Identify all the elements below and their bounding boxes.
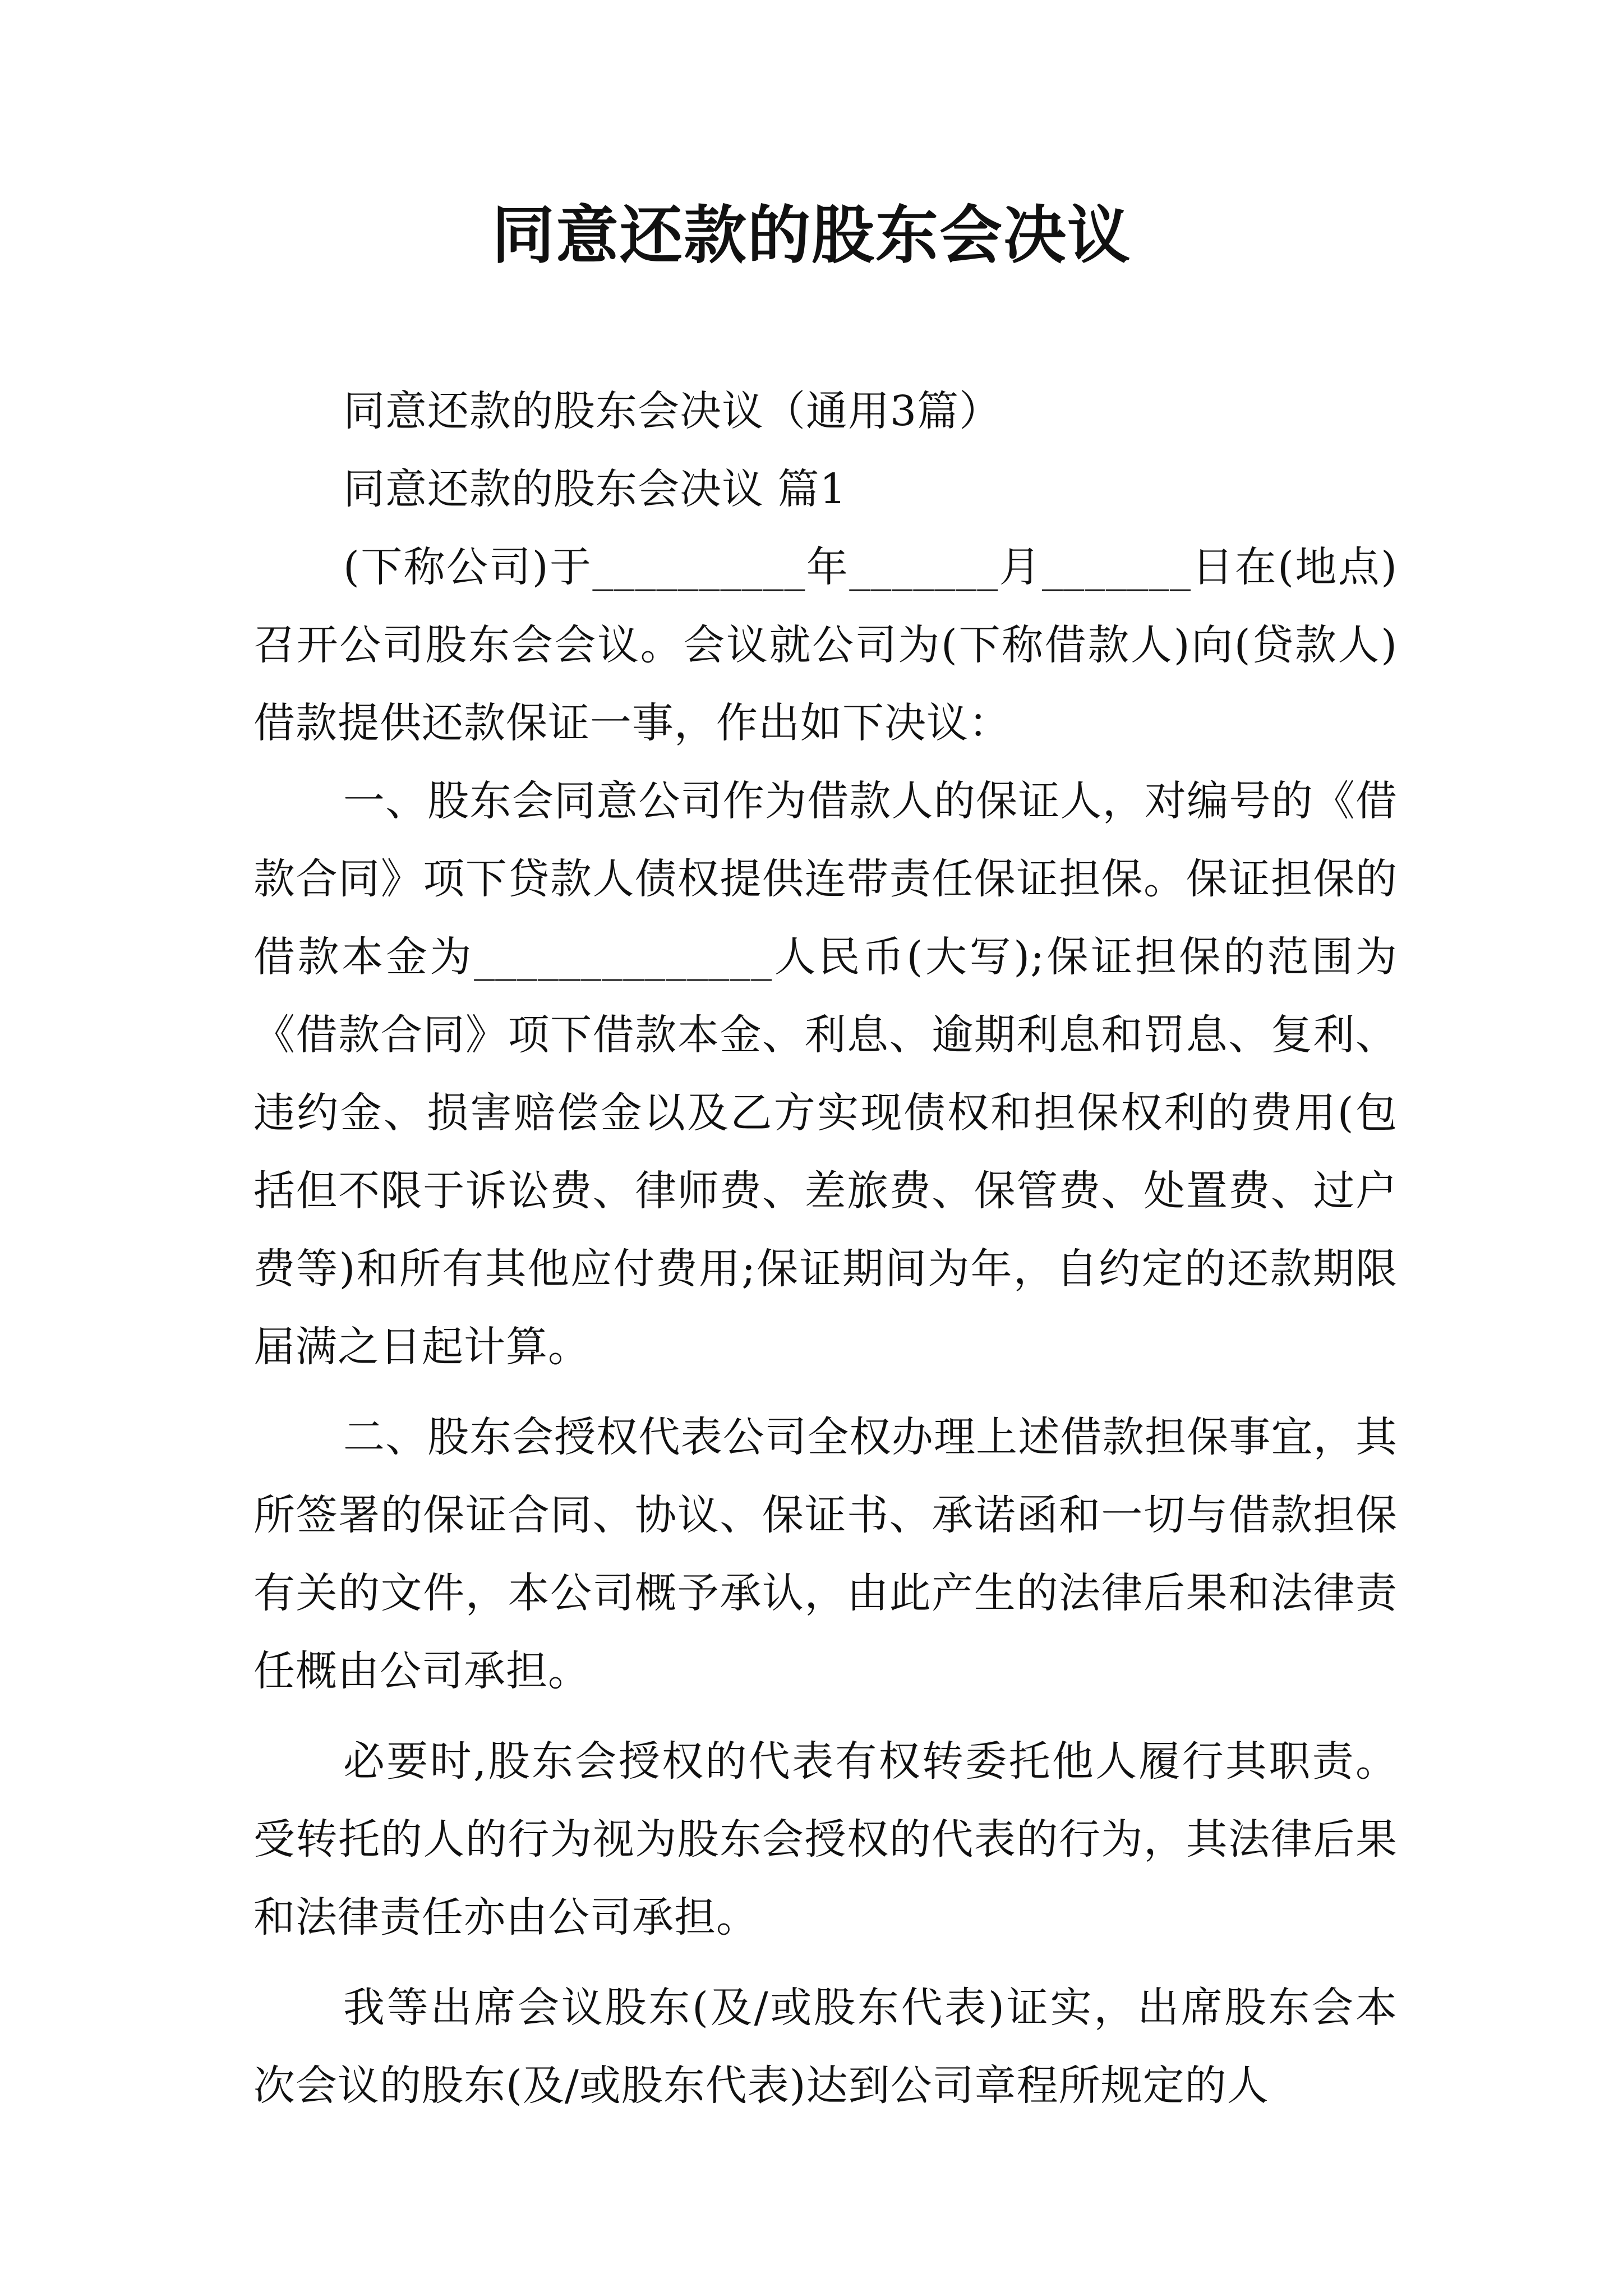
paragraph-resolution-one: 一、股东会同意公司作为借款人的保证人，对编号的《借款合同》项下贷款人债权提供连带责任保证担保。保证担保的借款本金为______________人民币(大写);保证担保的范围为《借款合同》项下借款本金、利息、逾期利息和罚息、复利、违约金、损害赔偿金以及乙方实现债权和担保权利的费用(包括但不限于诉讼费、律师费、差旅费、保管费、处置费、过户费等)和所有其他应付费用;保证期间为年，自约定的还款期限届满之日起计算。 [253, 777, 1398, 1371]
paragraph-resolution-two: 二、股东会授权代表公司全权办理上述借款担保事宜，其所签署的保证合同、协议、保证书、承诺函和一切与借款担保有关的文件，本公司概予承认，由此产生的法律后果和法律责任概由公司承担。 [253, 1413, 1398, 1695]
paragraph-subtitle: 同意还款的股东会决议（通用3篇） [343, 387, 1002, 435]
paragraph-delegation: 必要时,股东会授权的代表有权转委托他人履行其职责。受转托的人的行为视为股东会授权的代表的行为，其法律后果和法律责任亦由公司承担。 [253, 1737, 1398, 1941]
paragraph-attestation: 我等出席会议股东(及/或股东代表)证实，出席股东会本次会议的股东(及/或股东代表)达到公司章程所规定的人 [253, 1984, 1398, 2110]
document-body [253, 372, 1398, 2125]
document-title: 同意还款的股东会决议 [492, 199, 1131, 272]
paragraph-section-heading: 同意还款的股东会决议 篇1 [343, 465, 847, 513]
paragraph-meeting-intro: (下称公司)于__________年_______月_______日在(地点)召开公司股东会会议。会议就公司为(下称借款人)向(贷款人)借款提供还款保证一事，作出如下决议： [253, 543, 1398, 747]
